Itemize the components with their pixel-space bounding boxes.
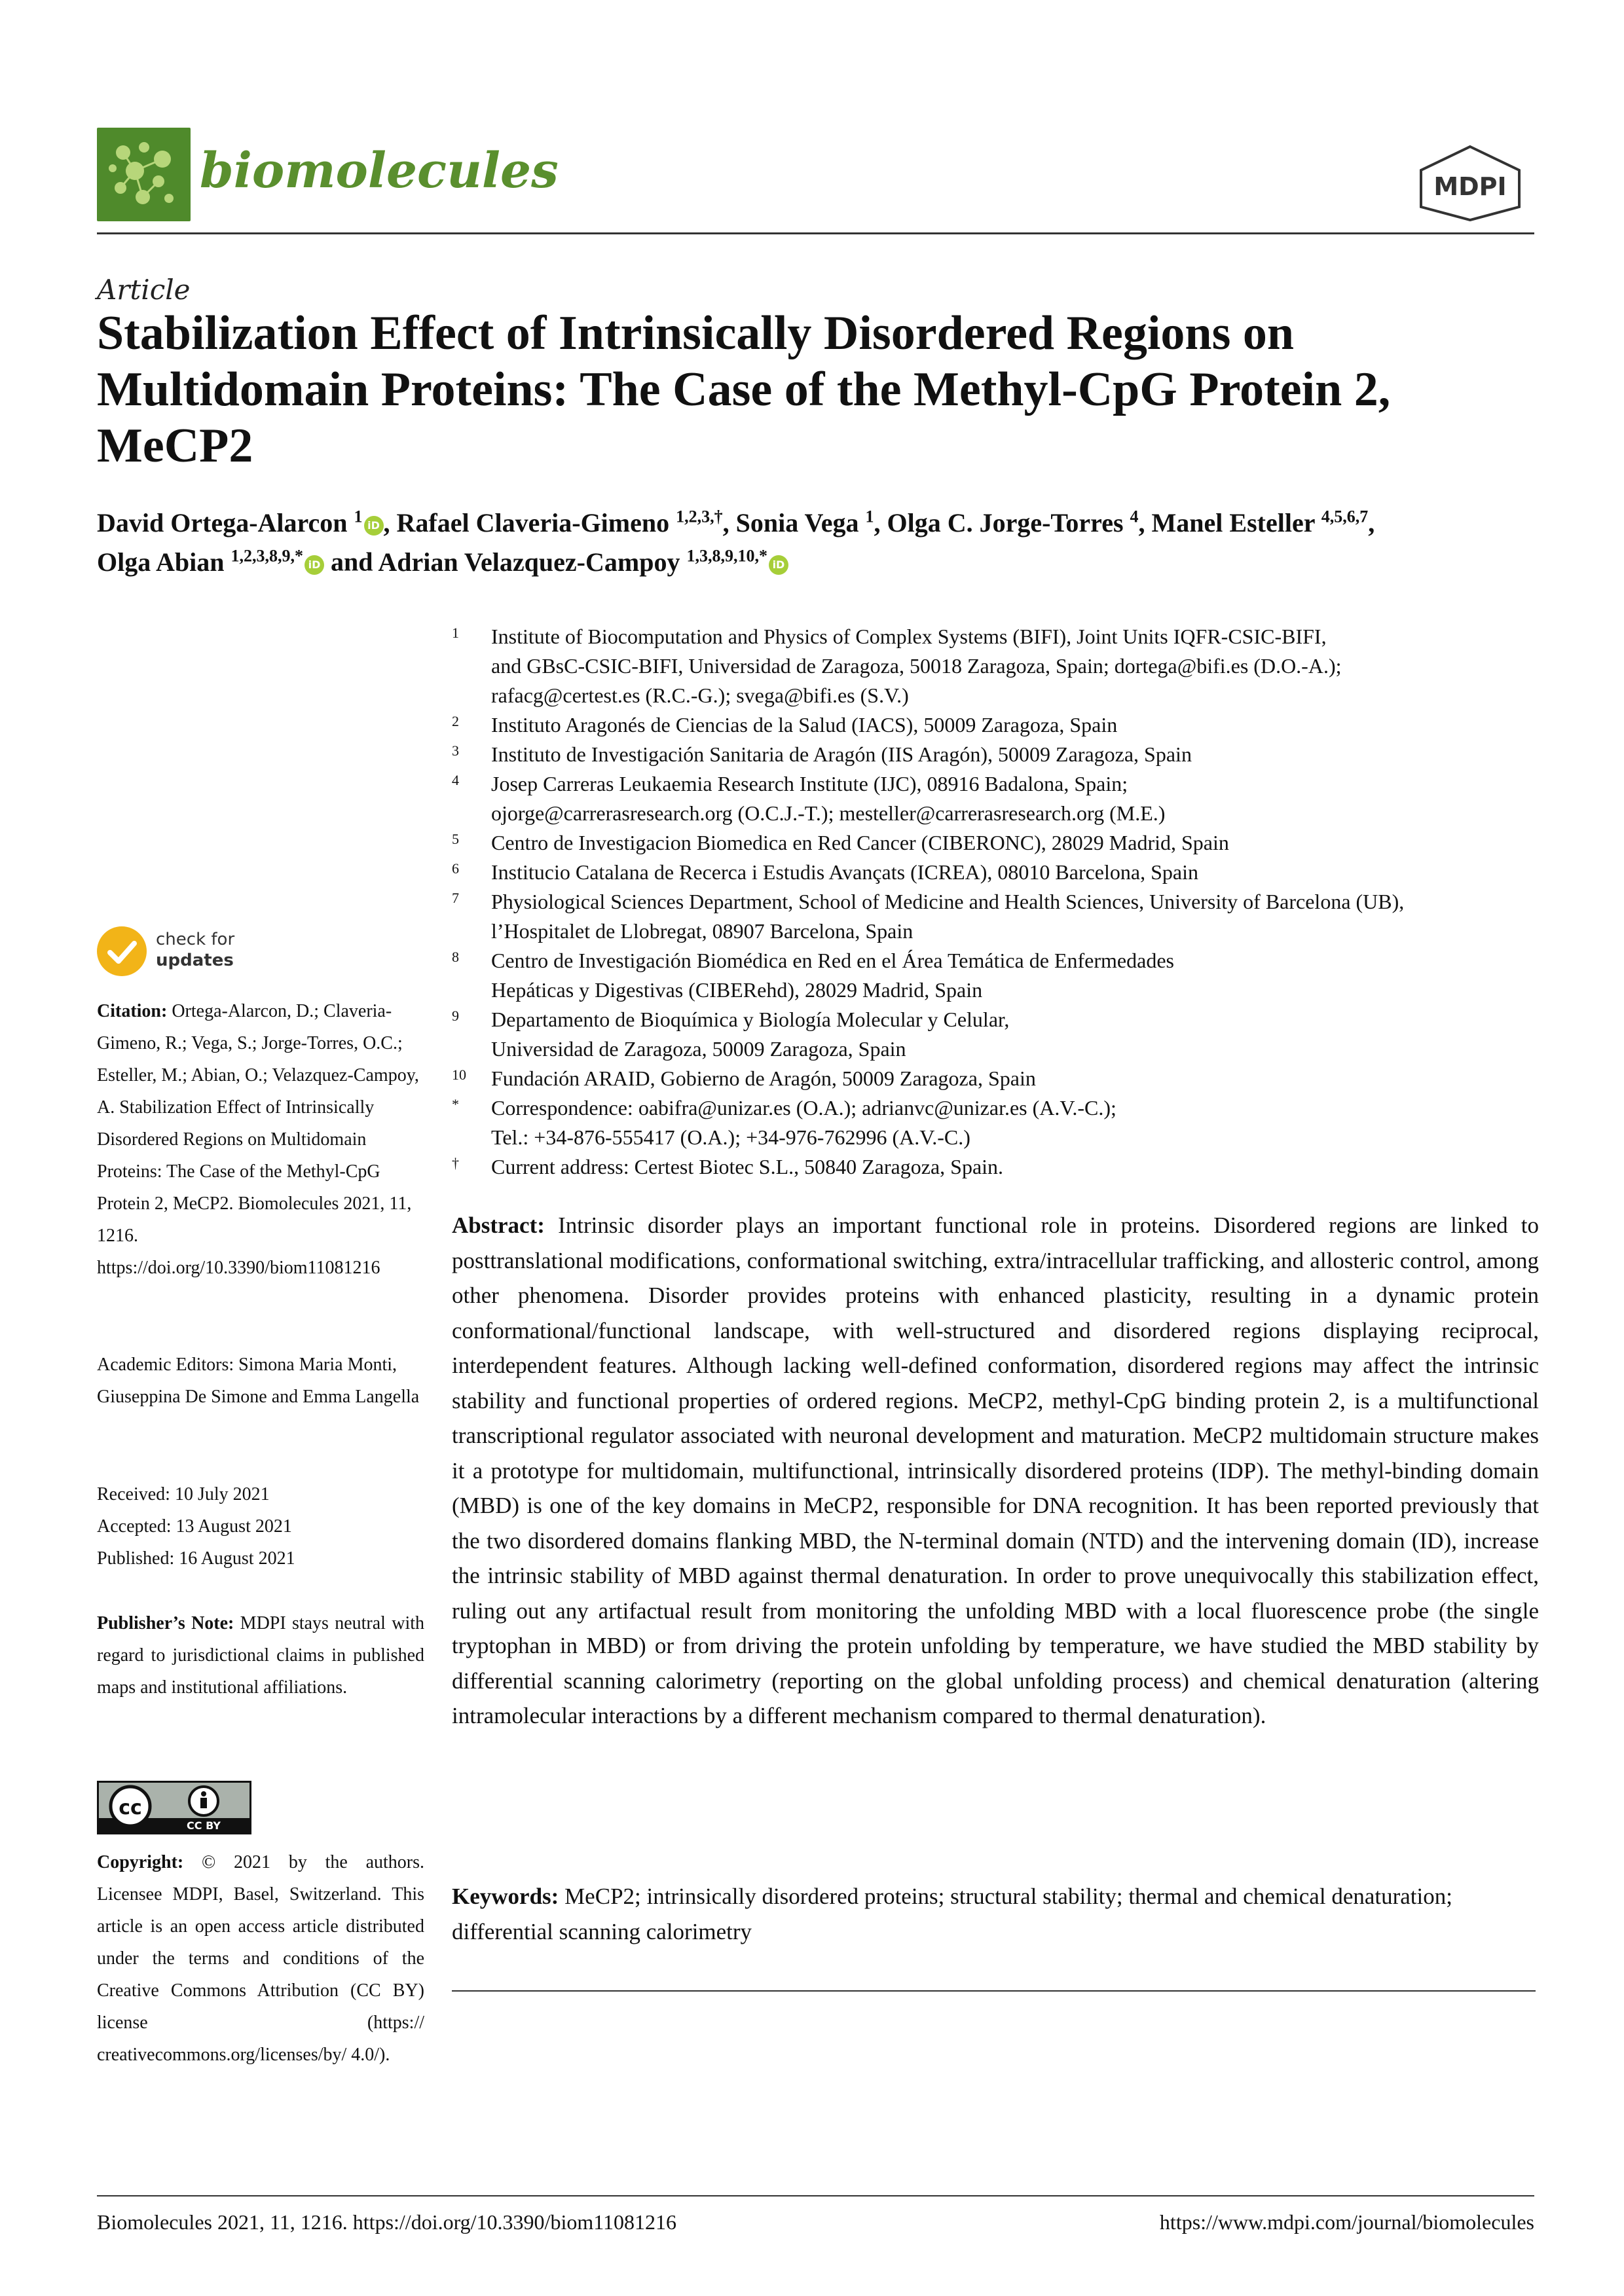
author[interactable]: Manel Esteller $^{4,5,6,7}$ bbox=[1151, 507, 1369, 538]
affiliation-line: Hepáticas y Digestivas (CIBERehd), 28029 Madrid, Spain bbox=[491, 978, 983, 1002]
author[interactable]: Adrian Velazquez-Campoy $^{1,3,8,9,10,*}$ iD bbox=[378, 547, 788, 577]
affiliation-item bbox=[452, 1152, 1539, 1182]
svg-text:cc: cc bbox=[119, 1796, 142, 1819]
published-date: Published: 16 August 2021 bbox=[97, 1548, 295, 1569]
abstract: Abstract: Intrinsic disorder plays an important functional role in proteins. Disordered regions are linked to posttranslational modifications, conformational switching, extra/intracellular trafficking, and allosteric control, among other phenomena. Disorder provides proteins with enhanced plasticity, resulting in a dynamic protein conformational/functional landscape, with well-structured and disordered regions displaying reciprocal, interdependent features. Although lacking well-defined conformation, disordered regions may affect the intrinsic stability and functional properties of ordered regions. MeCP2, methyl-CpG binding protein 2, is a multifunctional transcriptional regulator associated with neuronal development and maturation. MeCP2 multidomain structure makes it a prototype for multidomain, multifunctional, intrinsically disordered proteins (IDP). The methyl-binding domain (MBD) is one of the key domains in MeCP2, responsible for DNA recognition. It has been reported previously that the two disordered domains flanking MBD, the N-terminal domain (NTD) and the intervening domain (ID), increase the intrinsic stability of MBD against thermal denaturation. In order to prove unequivocally this stabilization effect, ruling out any artifactual result from monitoring the unfolding MBD with a local fluorescence probe (the single tryptophan in MBD) or from driving the protein unfolding by temperature, we have studied the MBD stability by differential scanning calorimetry (reporting on the global unfolding process) and chemical denaturation (altering intramolecular interactions by a different mechanism compared to thermal denaturation). bbox=[452, 1212, 1540, 1728]
article-type: Article bbox=[97, 274, 191, 306]
journal-logo bbox=[97, 128, 191, 221]
affiliation-item bbox=[452, 946, 1539, 1005]
author[interactable]: Rafael Claveria-Gimeno $^{1,2,3,\dagger}$ bbox=[396, 507, 723, 538]
received-date: Received: 10 July 2021 bbox=[97, 1484, 270, 1504]
affiliation-line: Institute of Biocomputation and Physics of Complex Systems (BIFI), Joint Units IQFR-CSIC-BIFI, bbox=[491, 625, 1327, 648]
author[interactable]: Olga Abian $^{1,2,3,8,9,*}$ iD bbox=[97, 547, 324, 577]
academic-editors: Academic Editors: Simona Maria Monti, Giuseppina De Simone and Emma Langella bbox=[97, 1355, 420, 1407]
affiliation-number: 4 bbox=[452, 772, 459, 788]
citation: Citation: Ortega-Alarcon, D.; Claveria-Gimeno, R.; Vega, S.; Jorge-Torres, O.C.; Esteller, M.; Abian, O.; Velazquez-Campoy, A. Stabilization Effect of Intrinsically Disordered Regions on Multidomain Proteins: The Case of the Methyl-CpG Protein 2, MeCP2. Biomolecules 2021, 11, 1216. https://doi.org/10.3390/biom11081216 bbox=[97, 1001, 419, 1278]
section-divider bbox=[452, 1990, 1536, 1992]
affiliation-item bbox=[452, 858, 1539, 887]
author[interactable]: Olga C. Jorge-Torres $^4$ bbox=[887, 507, 1139, 538]
affiliation-line: and GBsC-CSIC-BIFI, Universidad de Zaragoza, 50018 Zaragoza, Spain; dortega@bifi.es (D.O.-A.); bbox=[491, 654, 1342, 678]
mdpi-logo bbox=[1414, 144, 1526, 223]
affiliation-item bbox=[452, 1005, 1539, 1064]
affiliation-number: 9 bbox=[452, 1008, 459, 1024]
affiliation-number: 1 bbox=[452, 625, 459, 641]
affiliation-line: Fundación ARAID, Gobierno de Aragón, 50009 Zaragoza, Spain bbox=[491, 1066, 1036, 1090]
keywords: Keywords: MeCP2; intrinsically disordered proteins; structural stability; thermal and chemical denaturation; differential scanning calorimetry bbox=[452, 1884, 1452, 1944]
publishers-note: Publisher’s Note: MDPI stays neutral with regard to jurisdictional claims in published maps and institutional affiliations. bbox=[97, 1613, 425, 1698]
footer-journal-link[interactable]: https://www.mdpi.com/journal/biomolecules bbox=[1159, 2210, 1534, 2234]
affiliation-line: Instituto Aragonés de Ciencias de la Salud (IACS), 50009 Zaragoza, Spain bbox=[491, 713, 1118, 737]
affiliation-line: Physiological Sciences Department, School of Medicine and Health Sciences, University of Barcelona (UB), bbox=[491, 890, 1405, 913]
affiliation-line: Instituto de Investigación Sanitaria de Aragón (IIS Aragón), 50009 Zaragoza, Spain bbox=[491, 742, 1192, 766]
author[interactable]: Sonia Vega $^1$ bbox=[735, 507, 874, 538]
article-title: Stabilization Effect of Intrinsically Disordered Regions on Multidomain Proteins: The Case of the Methyl-CpG Protein 2, MeCP2 bbox=[97, 306, 1391, 473]
affiliation-line: Tel.: +34-876-555417 (O.A.); +34-976-762996 (A.V.-C.) bbox=[491, 1125, 970, 1149]
accepted-date: Accepted: 13 August 2021 bbox=[97, 1516, 292, 1537]
copyright-notice: Copyright: © 2021 by the authors. Licensee MDPI, Basel, Switzerland. This article is an open access article distributed under the terms and conditions of the Creative Commons Attribution (CC BY) license (https:// creativecommons.org/licenses/by/ 4.0/). bbox=[97, 1852, 424, 2065]
affiliation-number: 7 bbox=[452, 890, 459, 906]
affiliation-number: 2 bbox=[452, 713, 459, 729]
affiliation-line: l’Hospitalet de Llobregat, 08907 Barcelona, Spain bbox=[491, 919, 913, 943]
affiliation-item bbox=[452, 1093, 1539, 1152]
affiliation-line: Universidad de Zaragoza, 50009 Zaragoza, Spain bbox=[491, 1037, 906, 1061]
affiliation-line: Centro de Investigacion Biomedica en Red Cancer (CIBERONC), 28029 Madrid, Spain bbox=[491, 831, 1229, 854]
affiliation-number: 3 bbox=[452, 742, 459, 759]
author[interactable]: David Ortega-Alarcon $^1$ iD bbox=[97, 508, 384, 538]
check-for-updates-badge[interactable]: check for updates bbox=[97, 926, 293, 985]
journal-name: biomolecules bbox=[200, 143, 559, 199]
cc-by-icon bbox=[99, 1783, 249, 1832]
affiliation-item bbox=[452, 828, 1539, 858]
affiliation-line: Departamento de Bioquímica y Biología Molecular y Celular, bbox=[491, 1008, 1010, 1031]
affiliation-line: Correspondence: oabifra@unizar.es (O.A.); adrianvc@unizar.es (A.V.-C.); bbox=[491, 1096, 1116, 1120]
footer-citation: Biomolecules 2021, 11, 1216. https://doi.org/10.3390/biom11081216 bbox=[97, 2210, 677, 2234]
affiliation-item bbox=[452, 622, 1539, 710]
affiliation-line: Institucio Catalana de Recerca i Estudis Avançats (ICREA), 08010 Barcelona, Spain bbox=[491, 860, 1198, 884]
affiliation-item bbox=[452, 1064, 1539, 1093]
author-list: David Ortega-Alarcon $^1$ iD , Rafael Claveria-Gimeno $^{1,2,3,\dagger}$, Sonia Vega $^1$, Olga C. Jorge-Torres $^4$, Manel Esteller $^{4,5,6,7}$, Olga Abian $^{1,2,3,8,9,*}$ iD and Adrian Velazquez-Campoy $^{1,3,8,9,10,*}$ iD bbox=[97, 507, 1375, 577]
affiliation-item bbox=[452, 769, 1539, 828]
header-divider bbox=[97, 232, 1534, 234]
orcid-icon[interactable]: iD bbox=[304, 555, 324, 575]
orcid-icon[interactable]: iD bbox=[769, 555, 788, 575]
affiliation-line: Josep Carreras Leukaemia Research Institute (IJC), 08916 Badalona, Spain; bbox=[491, 772, 1128, 795]
cc-by-license-badge[interactable] bbox=[97, 1781, 251, 1834]
affiliation-number: † bbox=[452, 1155, 459, 1171]
affiliation-line: ojorge@carrerasresearch.org (O.C.J.-T.); mesteller@carrerasresearch.org (M.E.) bbox=[491, 801, 1166, 825]
molecule-icon bbox=[97, 128, 191, 221]
check-icon bbox=[97, 926, 147, 976]
affiliation-number: * bbox=[452, 1096, 459, 1112]
affiliation-item bbox=[452, 710, 1539, 740]
affiliation-item bbox=[452, 887, 1539, 946]
affiliation-line: rafacg@certest.es (R.C.-G.); svega@bifi.es (S.V.) bbox=[491, 683, 909, 707]
affiliation-item bbox=[452, 740, 1539, 769]
affiliation-line: Current address: Certest Biotec S.L., 50840 Zaragoza, Spain. bbox=[491, 1155, 1004, 1178]
affiliation-number: 8 bbox=[452, 949, 459, 965]
affiliation-line: Centro de Investigación Biomédica en Red en el Área Temática de Enfermedades bbox=[491, 949, 1174, 972]
svg-text:CC BY: CC BY bbox=[187, 1819, 221, 1832]
affiliations bbox=[452, 622, 1539, 1182]
footer-divider bbox=[97, 2195, 1534, 2196]
affiliation-number: 5 bbox=[452, 831, 459, 847]
orcid-icon[interactable]: iD bbox=[364, 516, 384, 536]
affiliation-number: 6 bbox=[452, 860, 459, 877]
svg-text:MDPI: MDPI bbox=[1433, 172, 1507, 201]
affiliation-number: 10 bbox=[452, 1066, 466, 1083]
